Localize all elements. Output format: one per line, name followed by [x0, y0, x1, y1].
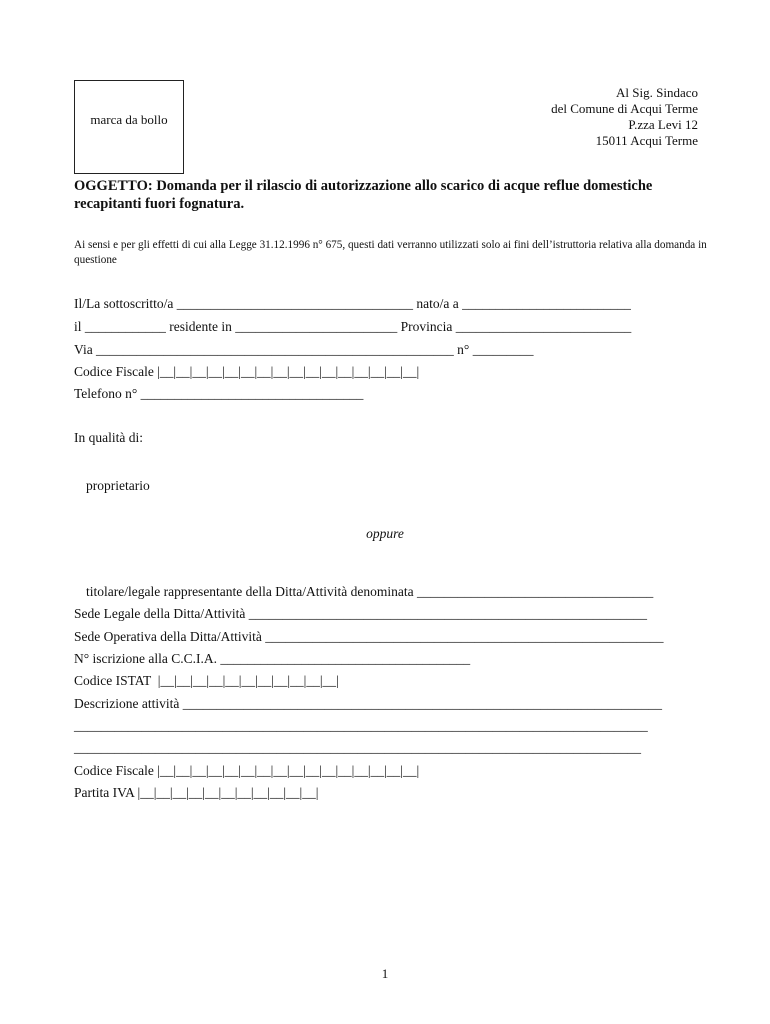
recipient-address: [551, 85, 698, 149]
field-ccia-registration[interactable]: N° iscrizione alla C.C.I.A. _____________________________________: [74, 651, 471, 666]
recipient-line-3: P.zza Levi 12: [628, 117, 698, 132]
page-number: 1: [381, 966, 389, 981]
field-name-birthplace[interactable]: Il/La sottoscritto/a ___________________________________ nato/a a _________________________: [74, 296, 631, 311]
field-phone[interactable]: Telefono n° _________________________________: [74, 386, 364, 401]
field-legal-seat[interactable]: Sede Legale della Ditta/Attività ___________________________________________________________: [74, 606, 647, 621]
field-street-address[interactable]: Via _____________________________________________________ n° _________: [74, 342, 534, 357]
capacity-heading: In qualità di:: [74, 430, 143, 445]
recipient-line-4: 15011 Acqui Terme: [595, 133, 698, 148]
field-vat-number[interactable]: Partita IVA |__|__|__|__|__|__|__|__|__|__|__|: [74, 785, 319, 800]
field-istat-code[interactable]: Codice ISTAT |__|__|__|__|__|__|__|__|__|__|__|: [74, 673, 339, 688]
document-subject: OGGETTO: Domanda per il rilascio di autorizzazione allo scarico di acque reflue domestiche recapitanti fuori fognatura.: [74, 178, 653, 212]
revenue-stamp-box: [74, 80, 184, 174]
recipient-line-2: del Comune di Acqui Terme: [551, 101, 698, 116]
privacy-note: Ai sensi e per gli effetti di cui alla Legge 31.12.1996 n° 675, questi dati verranno utilizzati solo ai fini dell’istruttoria relativa alla domanda in questione: [74, 239, 707, 266]
oppure-separator: oppure: [366, 526, 404, 541]
field-activity-description-cont-1[interactable]: _____________________________________________________________________________________: [74, 718, 648, 733]
field-activity-description-cont-2[interactable]: ____________________________________________________________________________________: [74, 740, 641, 755]
recipient-line-1: Al Sig. Sindaco: [616, 85, 698, 100]
option-legal-representative[interactable]: titolare/legale rappresentante della Ditta/Attività denominata ___________________________________: [86, 584, 654, 599]
field-activity-description[interactable]: Descrizione attività _______________________________________________________________________: [74, 696, 662, 711]
stamp-label: marca da bollo: [90, 112, 168, 127]
field-fiscal-code[interactable]: Codice Fiscale |__|__|__|__|__|__|__|__|__|__|__|__|__|__|__|__|: [74, 364, 420, 379]
field-company-fiscal-code[interactable]: Codice Fiscale |__|__|__|__|__|__|__|__|__|__|__|__|__|__|__|__|: [74, 763, 420, 778]
field-birthdate-residence[interactable]: il ____________ residente in ________________________ Provincia __________________________: [74, 319, 632, 334]
option-owner[interactable]: proprietario: [86, 478, 150, 493]
field-operative-seat[interactable]: Sede Operativa della Ditta/Attività ___________________________________________________________: [74, 629, 664, 644]
